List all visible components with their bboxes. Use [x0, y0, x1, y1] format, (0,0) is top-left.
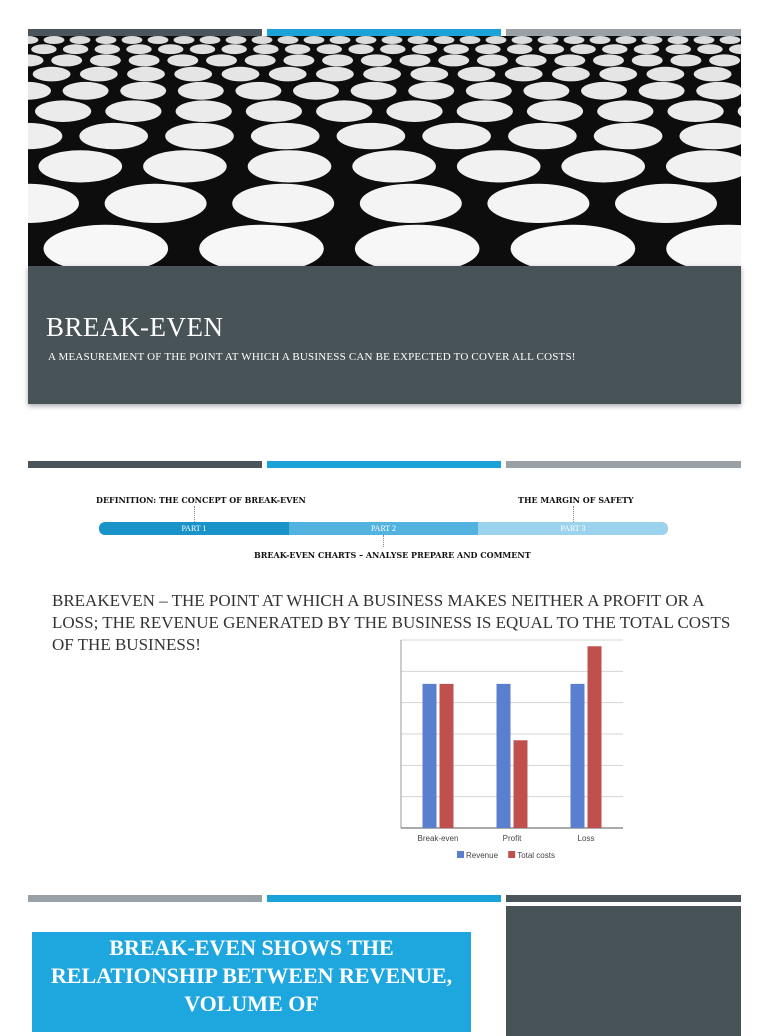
hero-ellipse — [148, 36, 169, 44]
hero-ellipse — [599, 67, 637, 82]
hero-ellipse — [460, 36, 481, 44]
hero-ellipse — [668, 100, 724, 122]
hero-ellipse — [165, 123, 234, 149]
hero-ellipse — [590, 36, 611, 44]
title-band — [28, 266, 741, 404]
hero-ellipse — [477, 54, 508, 66]
legend-label: Revenue — [466, 851, 499, 860]
hero-ellipse — [597, 100, 653, 122]
slide1-divider-middle — [267, 29, 501, 36]
hero-ellipse — [352, 150, 436, 182]
hero-ellipse — [356, 36, 377, 44]
timeline-tick-1 — [194, 506, 195, 522]
hero-ellipse — [174, 36, 195, 44]
hero-ellipse — [95, 44, 120, 54]
hero-ellipse — [670, 54, 701, 66]
hero-ellipse — [44, 225, 169, 266]
hero-ellipse — [348, 44, 373, 54]
slide1-divider-right — [506, 29, 741, 36]
hero-ellipse — [31, 44, 56, 54]
hero-ellipse — [642, 36, 663, 44]
hero-ellipse — [167, 54, 198, 66]
hero-ellipse — [666, 150, 741, 182]
hero-ellipse — [386, 100, 442, 122]
hero-ellipse — [70, 36, 91, 44]
slide3-headline: BREAK-EVEN SHOWS THE RELATIONSHIP BETWEEN REVENUE, VOLUME OF — [32, 932, 471, 1018]
slide3-dark-panel — [506, 906, 741, 1036]
hero-ellipse — [178, 82, 224, 100]
slide3-divider-left — [28, 895, 262, 902]
hero-ellipse — [232, 184, 334, 223]
hero-ellipse — [380, 44, 405, 54]
hero-ellipse — [190, 44, 215, 54]
hero-ellipse — [668, 36, 689, 44]
breakeven-bar-chart — [395, 634, 627, 866]
hero-ellipse — [33, 67, 71, 82]
hero-ellipse — [666, 44, 691, 54]
headline-box — [32, 932, 471, 1032]
hero-ellipse — [304, 36, 325, 44]
hero-ellipse — [554, 54, 585, 66]
chart-bar — [514, 740, 528, 828]
hero-ellipse — [593, 54, 624, 66]
hero-ellipse — [410, 67, 448, 82]
hero-ellipse — [457, 150, 541, 182]
hero-ellipse — [246, 100, 302, 122]
hero-ellipse — [615, 184, 717, 223]
chart-bar — [423, 684, 437, 828]
hero-ellipse — [616, 36, 637, 44]
hero-ellipse — [51, 54, 82, 66]
hero-ellipse — [666, 225, 741, 266]
hero-ellipse — [28, 36, 38, 44]
chart-x-tick-label: Loss — [578, 834, 595, 843]
legend-swatch — [457, 851, 464, 858]
hero-ellipse — [44, 36, 65, 44]
hero-ellipse — [505, 67, 543, 82]
hero-ellipse — [680, 123, 742, 149]
hero-ellipse — [316, 100, 372, 122]
hero-ellipse — [200, 36, 221, 44]
hero-ellipse — [351, 82, 397, 100]
hero-ellipse — [408, 36, 429, 44]
hero-ellipse — [697, 44, 722, 54]
hero-ellipse — [511, 225, 636, 266]
hero-ellipse — [129, 54, 160, 66]
hero-ellipse — [709, 54, 740, 66]
hero-ellipse — [245, 54, 276, 66]
hero-ellipse — [63, 82, 109, 100]
hero-ellipse — [438, 54, 469, 66]
hero-ellipse — [269, 67, 307, 82]
hero-ellipse — [28, 54, 44, 66]
hero-ellipse — [696, 82, 741, 100]
hero-ellipse — [738, 100, 741, 122]
timeline-part-3: PART 3 — [478, 522, 668, 535]
hero-ellipse — [360, 184, 462, 223]
hero-ellipse — [486, 36, 507, 44]
hero-ellipse — [222, 44, 247, 54]
hero-ellipse — [457, 100, 513, 122]
hero-ellipse — [363, 67, 401, 82]
hero-ellipse — [317, 44, 342, 54]
legend-swatch — [508, 851, 515, 858]
hero-ellipse — [253, 44, 278, 54]
hero-ellipse — [35, 100, 91, 122]
hero-ellipse — [634, 44, 659, 54]
hero-ellipse — [632, 54, 663, 66]
legend-label: Total costs — [517, 851, 555, 860]
hero-ellipse — [639, 82, 685, 100]
slide1-divider-left — [28, 29, 262, 36]
hero-ellipse — [594, 123, 663, 149]
hero-ellipse — [248, 150, 332, 182]
hero-ellipse — [96, 36, 117, 44]
hero-ellipse — [120, 82, 166, 100]
chart-bar — [588, 646, 602, 828]
hero-ellipse — [539, 44, 564, 54]
hero-ellipse — [538, 36, 559, 44]
hero-ellipse — [126, 44, 151, 54]
hero-ellipse — [382, 36, 403, 44]
slide-subtitle: A MEASUREMENT OF THE POINT AT WHICH A BUSINESS CAN BE EXPECTED TO COVER ALL COSTS! — [48, 351, 576, 363]
hero-ellipse — [252, 36, 273, 44]
hero-ellipse — [330, 36, 351, 44]
hero-image-ellipses — [28, 36, 741, 266]
hero-ellipse — [527, 100, 583, 122]
slide3-divider-right — [506, 895, 741, 902]
hero-ellipse — [512, 36, 533, 44]
hero-ellipse — [720, 36, 741, 44]
hero-ellipse — [122, 36, 143, 44]
hero-ellipse — [174, 67, 212, 82]
slide-title: BREAK-EVEN — [46, 312, 223, 343]
hero-ellipse — [552, 67, 590, 82]
hero-ellipse — [422, 123, 491, 149]
chart-x-tick-label: Break-even — [418, 834, 459, 843]
hero-ellipse — [694, 67, 732, 82]
hero-ellipse — [508, 123, 577, 149]
hero-ellipse — [444, 44, 469, 54]
hero-ellipse — [278, 36, 299, 44]
slide3-divider-middle — [267, 895, 501, 902]
timeline-label-margin-of-safety: THE MARGIN OF SAFETY — [518, 495, 634, 505]
hero-ellipse — [127, 67, 165, 82]
hero-ellipse — [458, 67, 496, 82]
hero-ellipse — [516, 54, 547, 66]
hero-ellipse — [466, 82, 512, 100]
hero-ellipse — [158, 44, 183, 54]
hero-ellipse — [337, 123, 406, 149]
timeline-part-1: PART 1 — [99, 522, 289, 535]
hero-ellipse — [361, 54, 392, 66]
hero-ellipse — [647, 67, 685, 82]
hero-ellipse — [105, 184, 207, 223]
hero-ellipse — [39, 150, 123, 182]
hero-ellipse — [507, 44, 532, 54]
hero-ellipse — [412, 44, 437, 54]
timeline-tick-3 — [573, 506, 574, 522]
hero-ellipse — [581, 82, 627, 100]
hero-ellipse — [199, 225, 324, 266]
hero-ellipse — [729, 44, 741, 54]
hero-ellipse — [206, 54, 237, 66]
hero-ellipse — [283, 54, 314, 66]
slide2-divider-right — [506, 461, 741, 468]
hero-ellipse — [322, 54, 353, 66]
hero-ellipse — [28, 184, 79, 223]
hero-ellipse — [487, 184, 589, 223]
hero-ellipse — [28, 123, 62, 149]
hero-ellipse — [400, 54, 431, 66]
timeline-part-2: PART 2 — [289, 522, 478, 535]
hero-ellipse — [176, 100, 232, 122]
hero-ellipse — [90, 54, 121, 66]
hero-ellipse — [28, 82, 51, 100]
chart-bar — [440, 684, 454, 828]
hero-ellipse — [694, 36, 715, 44]
timeline-label-breakeven-charts: BREAK-EVEN CHARTS – ANALYSE PREPARE AND COMMENT — [254, 550, 531, 560]
timeline-tick-2 — [383, 535, 384, 547]
chart-bar — [497, 684, 511, 828]
hero-ellipse — [235, 82, 281, 100]
hero-ellipse — [222, 67, 260, 82]
hero-ellipse — [79, 123, 148, 149]
hero-ellipse — [561, 150, 645, 182]
chart-x-tick-label: Profit — [503, 834, 522, 843]
hero-ellipse — [434, 36, 455, 44]
hero-ellipse — [602, 44, 627, 54]
hero-ellipse — [293, 82, 339, 100]
hero-ellipse — [355, 225, 480, 266]
slide2-divider-left — [28, 461, 262, 468]
hero-ellipse — [80, 67, 118, 82]
chart-bar — [571, 684, 585, 828]
hero-ellipse — [226, 36, 247, 44]
hero-ellipse — [475, 44, 500, 54]
hero-ellipse — [523, 82, 569, 100]
hero-ellipse — [105, 100, 161, 122]
timeline-label-definition: DEFINITION: THE CONCEPT OF BREAK-EVEN — [96, 495, 306, 505]
hero-ellipse — [408, 82, 454, 100]
hero-ellipse — [570, 44, 595, 54]
hero-ellipse — [251, 123, 320, 149]
hero-ellipse — [285, 44, 310, 54]
breakeven-definition: BREAKEVEN – THE POINT AT WHICH A BUSINESS MAKES NEITHER A PROFIT OR A LOSS; THE REVENUE GENERATED BY THE BUSINESS IS EQUAL TO THE TOTAL COSTS OF THE BUSINESS! — [52, 590, 742, 656]
hero-ellipse — [316, 67, 354, 82]
hero-ellipse — [63, 44, 88, 54]
slide2-divider-middle — [267, 461, 501, 468]
hero-ellipse — [564, 36, 585, 44]
hero-ellipse — [143, 150, 227, 182]
